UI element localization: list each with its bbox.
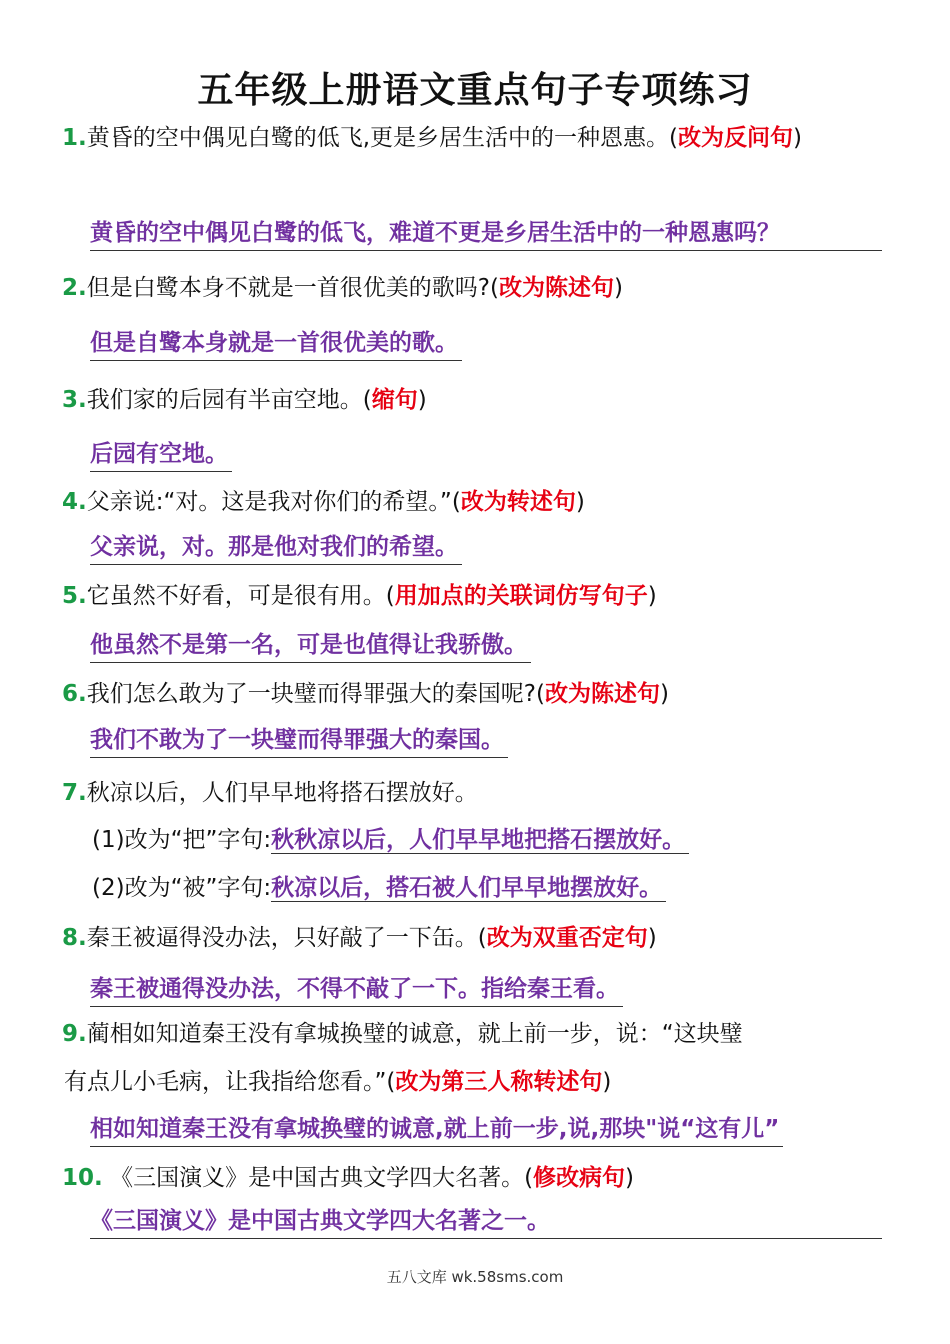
instruction: 改为第三人称转述句 bbox=[395, 1069, 603, 1095]
close-paren: ) bbox=[793, 125, 803, 151]
question-number: 4. bbox=[62, 489, 87, 515]
close-paren: ) bbox=[625, 1165, 635, 1191]
answer-6: 我们不敢为了一块璧而得罪强大的秦国。 bbox=[90, 723, 508, 758]
close-paren: ) bbox=[602, 1069, 612, 1095]
question-text: 我们家的后园有半亩空地。( bbox=[86, 387, 372, 413]
question-text: 但是白鹭本身不就是一首很优美的歌吗?( bbox=[86, 275, 499, 301]
question-number: 6. bbox=[62, 681, 87, 707]
answer-4: 父亲说，对。那是他对我们的希望。 bbox=[90, 530, 462, 565]
question-number: 9. bbox=[62, 1021, 87, 1047]
question-3 bbox=[62, 378, 892, 422]
question-text: 蔺相如知道秦王没有拿城换璧的诚意，就上前一步，说：“这块璧 bbox=[86, 1021, 743, 1047]
question-8 bbox=[62, 916, 892, 960]
answer-9: 相如知道秦王没有拿城换璧的诚意,就上前一步,说,那块"说“这有儿” bbox=[90, 1112, 783, 1147]
question-2 bbox=[62, 266, 892, 310]
question-text: 有点儿小毛病，让我指给您看。”( bbox=[64, 1069, 396, 1095]
question-number: 7. bbox=[62, 780, 87, 806]
instruction: 改为转述句 bbox=[460, 489, 576, 515]
question-number: 2. bbox=[62, 275, 87, 301]
question-number: 8. bbox=[62, 925, 87, 951]
sub-question-2 bbox=[92, 870, 666, 906]
page-title: 五年级上册语文重点句子专项练习 bbox=[197, 70, 753, 111]
close-paren: ) bbox=[575, 489, 585, 515]
instruction: 改为双重否定句 bbox=[486, 925, 648, 951]
question-number: 1. bbox=[62, 125, 87, 151]
instruction: 用加点的关联词仿写句子 bbox=[394, 583, 648, 609]
question-text: 秦王被逼得没办法，只好敲了一下缶。( bbox=[86, 925, 487, 951]
answer-5: 他虽然不是第一名，可是也值得让我骄傲。 bbox=[90, 628, 531, 663]
question-text: 黄昏的空中偶见白鹭的低飞,更是乡居生活中的一种恩惠。( bbox=[86, 125, 679, 151]
question-6 bbox=[62, 672, 892, 716]
sub-answer: 秋凉以后，搭石被人们早早地摆放好。 bbox=[271, 875, 666, 902]
question-number: 10. bbox=[62, 1165, 103, 1191]
instruction: 修改病句 bbox=[533, 1165, 626, 1191]
close-paren: ) bbox=[659, 681, 669, 707]
question-number: 3. bbox=[62, 387, 87, 413]
question-1 bbox=[62, 116, 892, 160]
question-text: 父亲说:“对。这是我对你们的希望。”( bbox=[86, 489, 461, 515]
close-paren: ) bbox=[417, 387, 427, 413]
sub-answer: 秋秋凉以后，人们早早地把搭石摆放好。 bbox=[271, 827, 689, 854]
answer-3: 后园有空地。 bbox=[90, 437, 232, 472]
sub-label: (1)改为“把”字句: bbox=[92, 827, 272, 853]
instruction: 改为陈述句 bbox=[498, 275, 614, 301]
answer-8: 秦王被通得没办法，不得不敲了一下。指给秦王看。 bbox=[90, 972, 623, 1007]
question-9-line-2 bbox=[64, 1060, 894, 1104]
close-paren: ) bbox=[647, 925, 657, 951]
answer-2: 但是自鹭本身就是一首很优美的歌。 bbox=[90, 326, 462, 361]
question-text: 我们怎么敢为了一块璧而得罪强大的秦国呢?( bbox=[86, 681, 545, 707]
footer-watermark: 五八文库 wk.58sms.com bbox=[386, 1268, 564, 1286]
question-text: 《三国演义》是中国古典文学四大名著。( bbox=[110, 1165, 534, 1191]
question-7 bbox=[62, 771, 892, 815]
sub-question-1 bbox=[92, 822, 689, 858]
question-number: 5. bbox=[62, 583, 87, 609]
question-4 bbox=[62, 480, 892, 524]
close-paren: ) bbox=[647, 583, 657, 609]
instruction: 改为反问句 bbox=[678, 125, 794, 151]
question-9 bbox=[62, 1012, 892, 1056]
question-text: 它虽然不好看，可是很有用。( bbox=[86, 583, 395, 609]
question-5 bbox=[62, 574, 892, 618]
answer-1: 黄昏的空中偶见白鹭的低飞，难道不更是乡居生活中的一种恩惠吗？ bbox=[90, 216, 882, 251]
instruction: 改为陈述句 bbox=[544, 681, 660, 707]
question-10 bbox=[62, 1156, 892, 1200]
close-paren: ) bbox=[613, 275, 623, 301]
answer-10: 《三国演义》是中国古典文学四大名著之一。 bbox=[90, 1204, 882, 1239]
sub-label: (2)改为“被”字句: bbox=[92, 875, 272, 901]
question-text: 秋凉以后，人们早早地将搭石摆放好。 bbox=[86, 780, 478, 806]
instruction: 缩句 bbox=[371, 387, 418, 413]
